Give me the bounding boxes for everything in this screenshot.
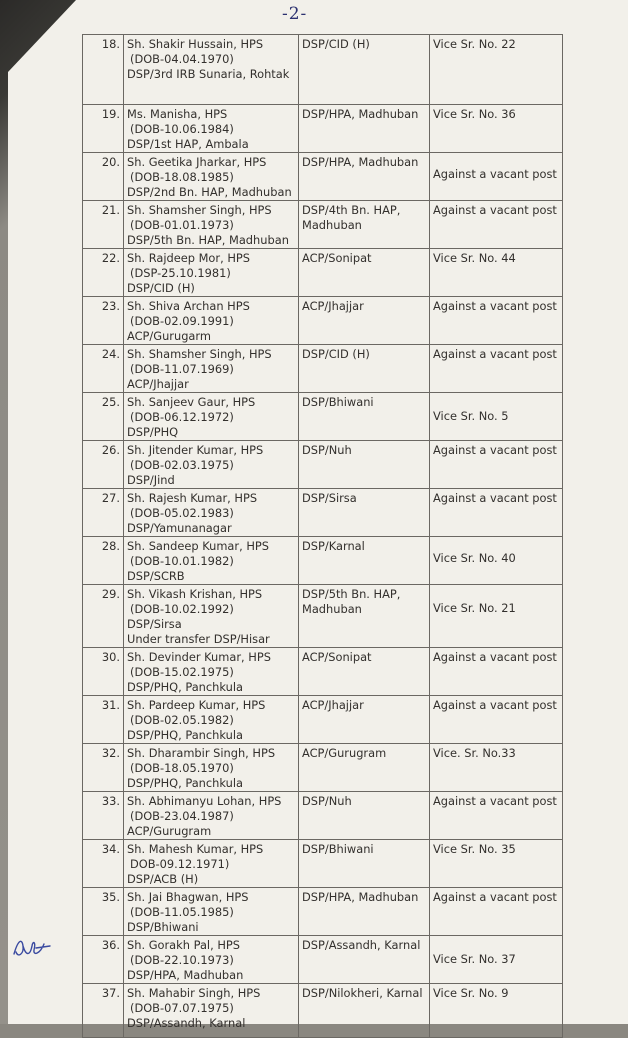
vice-cell [430,888,563,936]
table-row [83,792,563,840]
present-posting: DSP/Bhiwani [127,920,199,934]
transfer-table [82,34,563,1038]
posted-to: DSP/HPA, Madhuban [302,107,419,121]
posted-to: DSP/CID (H) [302,37,370,51]
officer-cell [124,201,299,249]
vice-note: Against a vacant post [433,698,557,712]
posted-to: ACP/Jhajjar [302,698,364,712]
officer-dob: (DOB-10.02.1992) [130,602,234,616]
officer-dob: (DOB-05.02.1983) [130,506,234,520]
posted-to: DSP/CID (H) [302,347,370,361]
officer-name: Sh. Sanjeev Gaur, HPS [127,395,256,409]
officer-cell [124,888,299,936]
serial-number-cell [83,393,124,441]
officer-dob: (DOB-07.07.1975) [130,1001,234,1015]
officer-dob: (DOB-18.08.1985) [130,170,234,184]
serial-number-cell [83,537,124,585]
serial-number: 20. [101,155,120,169]
officer-cell [124,35,299,105]
posted-to: DSP/Sirsa [302,491,357,505]
officer-dob: (DOB-22.10.1973) [130,953,234,967]
officer-cell [124,792,299,840]
serial-number-cell [83,105,124,153]
officer-cell [124,105,299,153]
serial-number-cell [83,345,124,393]
officer-name: Sh. Sandeep Kumar, HPS [127,539,270,553]
vice-note: Vice Sr. No. 40 [433,551,516,565]
table-row [83,345,563,393]
officer-name: Sh. Mahesh Kumar, HPS [127,842,264,856]
posted-to-cell [299,35,430,105]
serial-number-cell [83,489,124,537]
table-row [83,984,563,1038]
posted-to-cell [299,648,430,696]
vice-cell [430,792,563,840]
officer-dob: (DOB-01.01.1973) [130,218,234,232]
vice-cell [430,648,563,696]
serial-number: 19. [101,107,120,121]
posted-to-cell [299,153,430,201]
officer-name: Sh. Pardeep Kumar, HPS [127,698,266,712]
serial-number: 34. [101,842,120,856]
vice-cell [430,393,563,441]
table-row [83,840,563,888]
table-row [83,441,563,489]
officer-cell [124,840,299,888]
serial-number: 24. [101,347,120,361]
present-posting: DSP/2nd Bn. HAP, Madhuban [127,185,292,199]
officer-cell [124,489,299,537]
officer-cell [124,249,299,297]
table-row [83,888,563,936]
table-row [83,648,563,696]
posted-to: DSP/Bhiwani [302,842,374,856]
officer-dob: (DOB-04.04.1970) [130,52,234,66]
serial-number: 32. [101,746,120,760]
officer-cell [124,153,299,201]
officer-dob: (DOB-02.03.1975) [130,458,234,472]
serial-number-cell [83,35,124,105]
vice-note: Against a vacant post [433,167,557,181]
table-row [83,393,563,441]
serial-number-cell [83,936,124,984]
vice-cell [430,35,563,105]
vice-cell [430,105,563,153]
posted-to: DSP/Karnal [302,539,365,553]
present-posting: DSP/PHQ, Panchkula [127,776,243,790]
serial-number-cell [83,201,124,249]
posted-to: DSP/5th Bn. HAP, Madhuban [302,587,401,616]
table-row [83,696,563,744]
posted-to: ACP/Gurugram [302,746,387,760]
serial-number: 18. [101,37,120,51]
posted-to: DSP/Assandh, Karnal [302,938,421,952]
officer-dob: (DOB-10.01.1982) [130,554,234,568]
vice-cell [430,936,563,984]
vice-note: Against a vacant post [433,650,557,664]
serial-number-cell [83,441,124,489]
vice-cell [430,696,563,744]
posted-to-cell [299,105,430,153]
present-posting: DSP/CID (H) [127,281,195,295]
officer-cell [124,441,299,489]
present-posting: DSP/ACB (H) [127,872,199,886]
posted-to: DSP/Nilokheri, Karnal [302,986,423,1000]
posted-to: DSP/Bhiwani [302,395,374,409]
posted-to-cell [299,489,430,537]
officer-name: Sh. Shamsher Singh, HPS [127,203,272,217]
officer-name: Sh. Rajdeep Mor, HPS [127,251,250,265]
vice-note: Vice Sr. No. 37 [433,952,516,966]
table-row [83,201,563,249]
officer-cell [124,393,299,441]
officer-name: Sh. Shamsher Singh, HPS [127,347,272,361]
officer-dob: (DOB-11.07.1969) [130,362,234,376]
vice-note: Vice Sr. No. 9 [433,986,509,1000]
present-posting: DSP/Sirsa [127,617,182,631]
officer-name: Sh. Gorakh Pal, HPS [127,938,240,952]
serial-number-cell [83,984,124,1038]
officer-dob: DOB-09.12.1971) [130,857,230,871]
serial-number: 36. [101,938,120,952]
officer-name: Ms. Manisha, HPS [127,107,228,121]
table-row [83,744,563,792]
serial-number: 23. [101,299,120,313]
posted-to: DSP/4th Bn. HAP, Madhuban [302,203,401,232]
vice-note: Vice Sr. No. 36 [433,107,516,121]
vice-note: Vice Sr. No. 21 [433,601,516,615]
table-row [83,936,563,984]
serial-number-cell [83,744,124,792]
present-posting: ACP/Gurugarm [127,329,211,343]
transfer-note: Under transfer DSP/Hisar [127,632,270,646]
posted-to: DSP/Nuh [302,794,352,808]
officer-name: Sh. Geetika Jharkar, HPS [127,155,267,169]
table-row [83,249,563,297]
officer-dob: (DOB-02.05.1982) [130,713,234,727]
vice-cell [430,441,563,489]
vice-note: Against a vacant post [433,203,557,217]
officer-dob: (DSP-25.10.1981) [130,266,231,280]
officer-name: Sh. Jai Bhagwan, HPS [127,890,249,904]
vice-cell [430,537,563,585]
vice-note: Vice Sr. No. 44 [433,251,516,265]
present-posting: DSP/SCRB [127,569,185,583]
officer-dob: (DOB-23.04.1987) [130,809,234,823]
posted-to-cell [299,984,430,1038]
serial-number-cell [83,297,124,345]
table-body [83,35,563,1038]
officer-cell [124,648,299,696]
vice-cell [430,249,563,297]
table-row [83,489,563,537]
vice-note: Against a vacant post [433,491,557,505]
officer-name: Sh. Devinder Kumar, HPS [127,650,271,664]
posted-to-cell [299,936,430,984]
vice-note: Against a vacant post [433,347,557,361]
officer-name: Sh. Jitender Kumar, HPS [127,443,264,457]
officer-cell [124,984,299,1038]
vice-cell [430,201,563,249]
posted-to: ACP/Sonipat [302,650,372,664]
table-row [83,537,563,585]
posted-to-cell [299,441,430,489]
serial-number: 30. [101,650,120,664]
present-posting: ACP/Gurugram [127,824,212,838]
posted-to: DSP/Nuh [302,443,352,457]
vice-cell [430,297,563,345]
table-row [83,35,563,105]
posted-to: ACP/Jhajjar [302,299,364,313]
initials-signature [10,934,54,962]
serial-number-cell [83,696,124,744]
serial-number: 26. [101,443,120,457]
present-posting: DSP/PHQ [127,425,179,439]
officer-dob: (DOB-18.05.1970) [130,761,234,775]
posted-to-cell [299,585,430,648]
serial-number-cell [83,888,124,936]
officer-dob: (DOB-06.12.1972) [130,410,234,424]
vice-cell [430,984,563,1038]
vice-cell [430,744,563,792]
vice-cell [430,345,563,393]
serial-number: 31. [101,698,120,712]
posted-to-cell [299,249,430,297]
vice-note: Vice. Sr. No.33 [433,746,516,760]
present-posting: DSP/Jind [127,473,175,487]
vice-cell [430,840,563,888]
serial-number-cell [83,585,124,648]
posted-to: ACP/Sonipat [302,251,372,265]
serial-number-cell [83,153,124,201]
table-row [83,153,563,201]
table-row [83,105,563,153]
serial-number: 27. [101,491,120,505]
serial-number: 21. [101,203,120,217]
officer-dob: (DOB-15.02.1975) [130,665,234,679]
vice-note: Against a vacant post [433,890,557,904]
present-posting: DSP/PHQ, Panchkula [127,680,243,694]
vice-cell [430,585,563,648]
officer-dob: (DOB-10.06.1984) [130,122,234,136]
posted-to-cell [299,345,430,393]
serial-number: 22. [101,251,120,265]
page-number: -2- [282,4,308,24]
serial-number: 35. [101,890,120,904]
posted-to-cell [299,792,430,840]
posted-to-cell [299,840,430,888]
posted-to-cell [299,744,430,792]
officer-dob: (DOB-11.05.1985) [130,905,234,919]
vice-note: Against a vacant post [433,299,557,313]
officer-cell [124,585,299,648]
vice-cell [430,153,563,201]
posted-to-cell [299,537,430,585]
officer-name: Sh. Dharambir Singh, HPS [127,746,276,760]
posted-to-cell [299,297,430,345]
table-row [83,585,563,648]
vice-note: Vice Sr. No. 5 [433,409,509,423]
present-posting: DSP/5th Bn. HAP, Madhuban [127,233,289,247]
present-posting: DSP/3rd IRB Sunaria, Rohtak [127,67,290,81]
posted-to-cell [299,888,430,936]
serial-number: 29. [101,587,120,601]
present-posting: DSP/1st HAP, Ambala [127,137,249,151]
officer-name: Sh. Mahabir Singh, HPS [127,986,261,1000]
vice-note: Against a vacant post [433,794,557,808]
officer-cell [124,744,299,792]
serial-number: 28. [101,539,120,553]
serial-number: 25. [101,395,120,409]
serial-number: 33. [101,794,120,808]
officer-cell [124,696,299,744]
posted-to-cell [299,696,430,744]
officer-name: Sh. Vikash Krishan, HPS [127,587,263,601]
present-posting: DSP/HPA, Madhuban [127,968,244,982]
vice-note: Vice Sr. No. 22 [433,37,516,51]
serial-number: 37. [101,986,120,1000]
serial-number-cell [83,840,124,888]
officer-name: Sh. Shiva Archan HPS [127,299,250,313]
vice-note: Against a vacant post [433,443,557,457]
serial-number-cell [83,249,124,297]
officer-cell [124,345,299,393]
present-posting: DSP/PHQ, Panchkula [127,728,243,742]
present-posting: ACP/Jhajjar [127,377,189,391]
officer-cell [124,936,299,984]
officer-cell [124,537,299,585]
serial-number-cell [83,648,124,696]
officer-name: Sh. Abhimanyu Lohan, HPS [127,794,282,808]
table-row [83,297,563,345]
vice-note: Vice Sr. No. 35 [433,842,516,856]
vice-cell [430,489,563,537]
posted-to-cell [299,393,430,441]
posted-to-cell [299,201,430,249]
serial-number-cell [83,792,124,840]
officer-name: Sh. Rajesh Kumar, HPS [127,491,258,505]
posted-to: DSP/HPA, Madhuban [302,155,419,169]
officer-cell [124,297,299,345]
present-posting: DSP/Assandh, Karnal [127,1016,246,1030]
posted-to: DSP/HPA, Madhuban [302,890,419,904]
present-posting: DSP/Yamunanagar [127,521,232,535]
officer-dob: (DOB-02.09.1991) [130,314,234,328]
officer-name: Sh. Shakir Hussain, HPS [127,37,264,51]
